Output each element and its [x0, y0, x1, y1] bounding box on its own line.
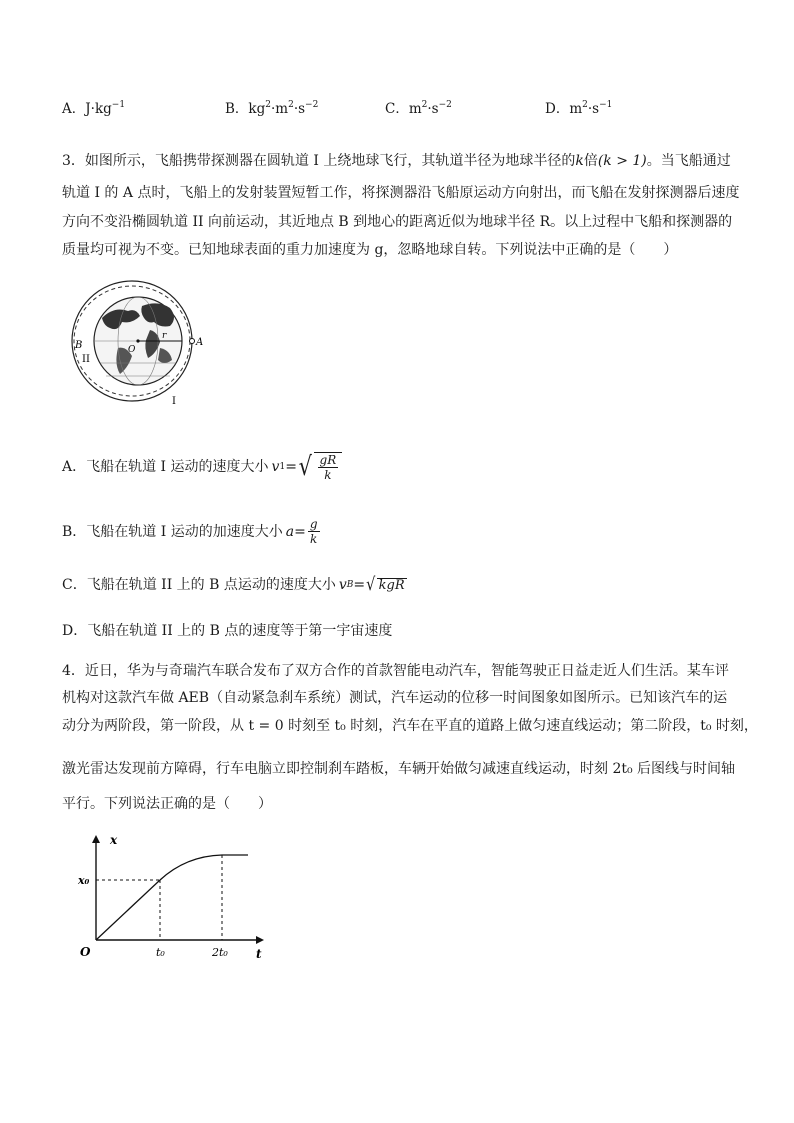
- label-t: t: [256, 947, 262, 961]
- q3-option-d: D．飞船在轨道 II 上的 B 点的速度等于第一宇宙速度: [62, 623, 393, 639]
- label-origin: O: [80, 945, 91, 959]
- q4-line-3: 动分为两阶段，第一阶段，从 t = 0 时刻至 t₀ 时刻，汽车在平直的道路上做匀速直线运动；第二阶段，t₀ 时刻，: [62, 718, 758, 734]
- q2-option-a: A．$J\cdot kg^{-1}$: [62, 100, 126, 117]
- q3-orbit-figure: [62, 278, 212, 413]
- label-a: A: [196, 337, 204, 348]
- label-o: O: [128, 345, 136, 355]
- label-b: B: [75, 340, 83, 351]
- q4-line-2: 机构对这款汽车做 AEB（自动紧急刹车系统）测试，汽车运动的位移一时间图象如图所示。已知该汽车的运: [62, 690, 728, 706]
- label-orbit-2: II: [82, 354, 90, 365]
- q2-option-d: D．$m^2\cdot s^{-1}$: [545, 100, 613, 117]
- q4-line-5: 平行。下列说法正确的是（ ）: [62, 796, 272, 812]
- q3-line-3: 方向不变沿椭圆轨道 II 向前运动，其近地点 B 到地心的距离近似为地球半径 R。以上过程中飞船和探测器的: [62, 214, 733, 230]
- deceleration-curve: [160, 855, 248, 880]
- label-x0: x₀: [78, 874, 90, 887]
- label-t0: t₀: [156, 946, 165, 959]
- q2-option-b: B．$kg^2\cdot m^2\cdot s^{-2}$: [225, 100, 319, 117]
- label-2t0: 2t₀: [212, 946, 228, 959]
- q3-line-2: 轨道 I 的 A 点时，飞船上的发射装置短暂工作，将探测器沿飞船原运动方向射出，而飞船在发射探测器后速度: [62, 185, 740, 201]
- q2-option-c: C．$m^2\cdot s^{-2}$: [385, 100, 452, 117]
- q4-line-4: 激光雷达发现前方障碍，行车电脑立即控制刹车踏板，车辆开始做匀减速直线运动，时刻 2t₀ 后图线与时间轴: [62, 761, 736, 777]
- sqrt-sign: √ $\frac{gR}{k}$: [297, 452, 342, 482]
- label-r: r: [162, 331, 167, 341]
- label-x: x: [110, 833, 118, 847]
- q4-xt-graph: [76, 832, 276, 962]
- uniform-motion-line: [96, 880, 160, 940]
- q3-option-b: B．飞船在轨道 I 运动的加速度大小 a = $\frac{g}{k}$: [62, 517, 318, 546]
- q3-line-1: 3．如图所示，飞船携带探测器在圆轨道 I 上绕地球飞行，其轨道半径为地球半径的k倍(k > 1)。当飞船通过: [62, 153, 731, 169]
- label-orbit-1: I: [172, 396, 176, 407]
- q3-line-4: 质量均可视为不变。已知地球表面的重力加速度为 g，忽略地球自转。下列说法中正确的是（ ）: [62, 242, 678, 258]
- q4-line-1: 4．近日，华为与奇瑞汽车联合发布了双方合作的首款智能电动汽车，智能驾驶正日益走近人们生活。某车评: [62, 663, 729, 679]
- q3-option-c: C．飞船在轨道 II 上的 B 点运动的速度大小 v B = √ kgR: [62, 574, 405, 595]
- point-a: [190, 339, 195, 344]
- q3-option-a: A．飞船在轨道 I 运动的速度大小 v 1 = √ $\frac{gR}{k}$: [62, 452, 342, 482]
